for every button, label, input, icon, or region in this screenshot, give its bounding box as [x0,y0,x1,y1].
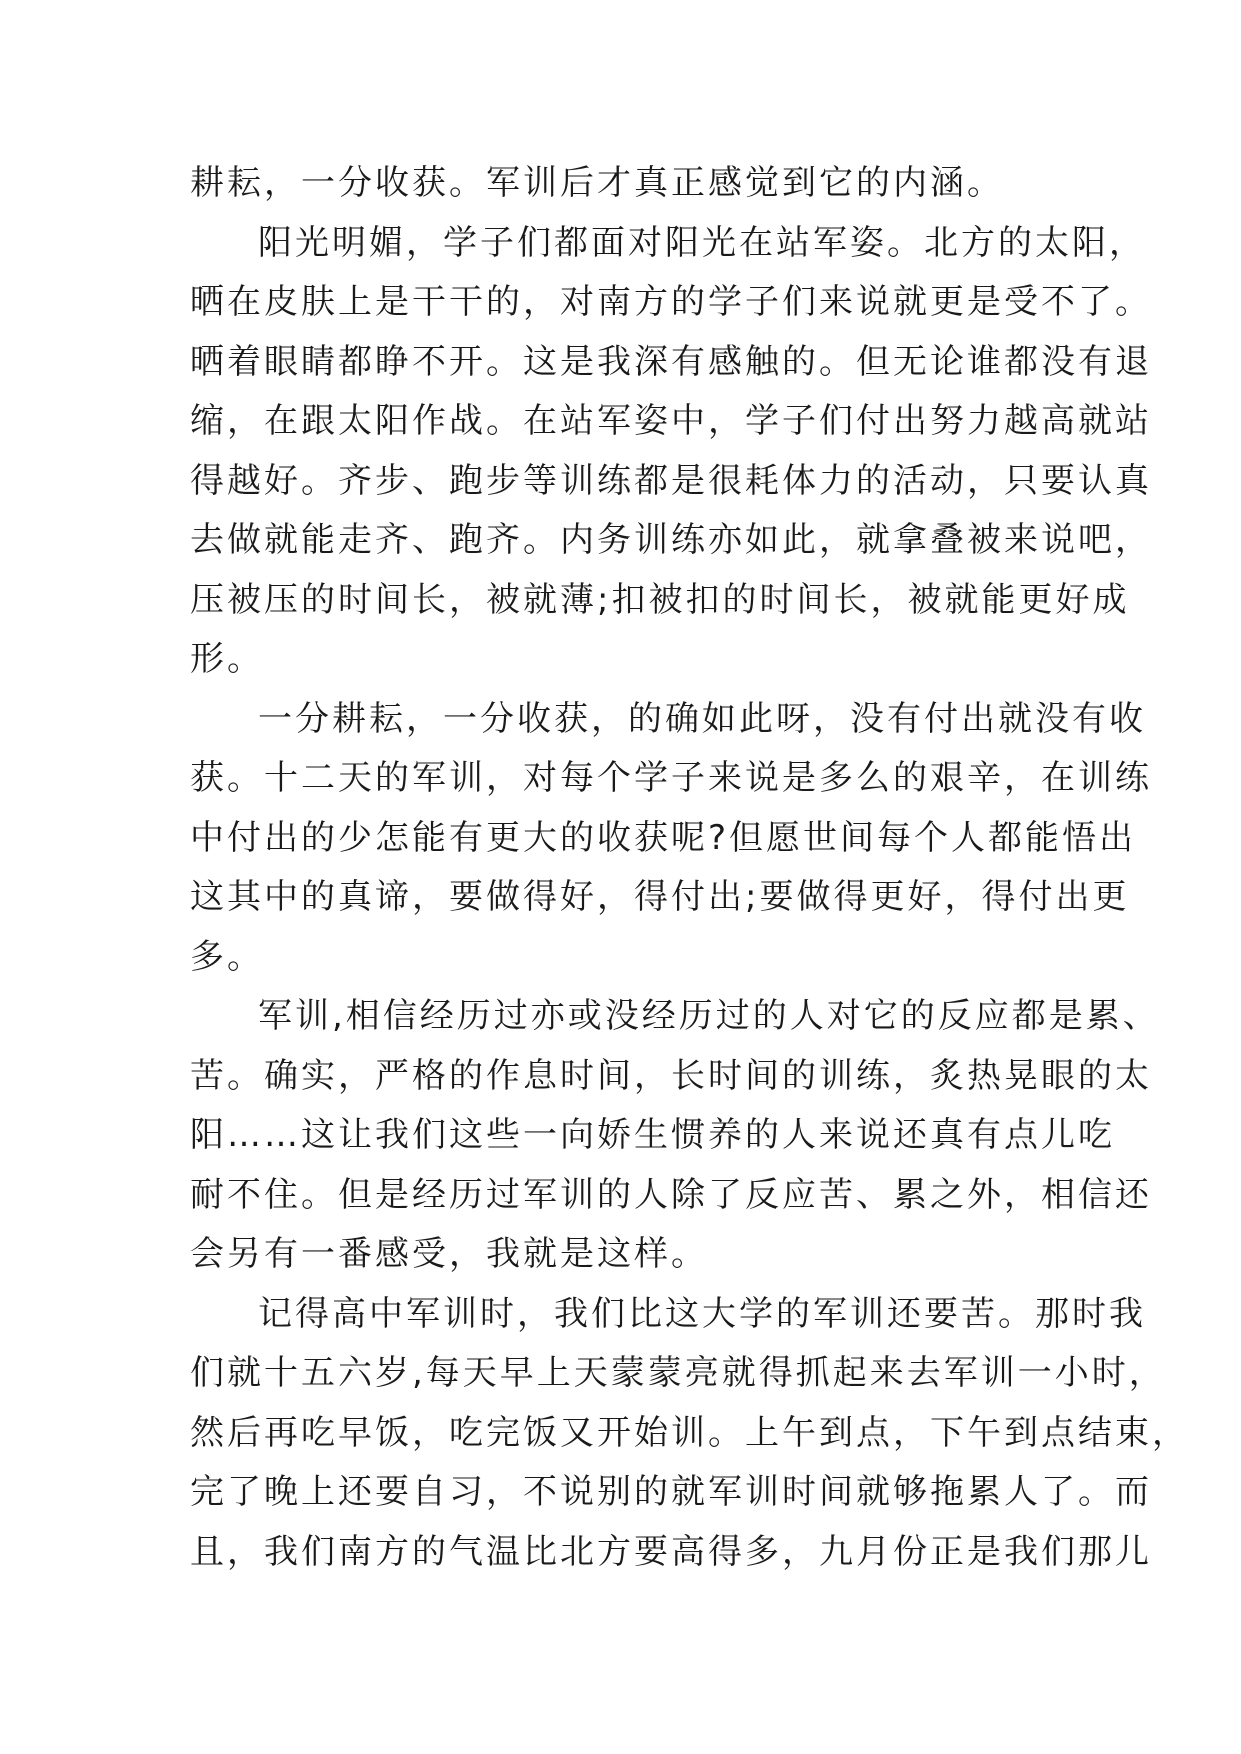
text-line: 耕耘，一分收获。军训后才真正感觉到它的内涵。 [190,163,1004,203]
text-line: 获。十二天的军训，对每个学子来说是多么的艰辛，在训练 [190,758,1152,798]
text-line: 们就十五六岁,每天早上天蒙蒙亮就得抓起来去军训一小时， [190,1353,1166,1393]
text-line: 缩，在跟太阳作战。在站军姿中，学子们付出努力越高就站 [190,401,1152,441]
text-line: 记得高中军训时，我们比这大学的军训还要苦。那时我 [258,1293,1146,1334]
text-line: 晒着眼睛都睁不开。这是我深有感触的。但无论谁都没有退 [190,341,1152,382]
text-line: 苦。确实，严格的作息时间，长时间的训练，炙热晃眼的太 [190,1055,1152,1096]
text-line: 阳……这让我们这些一向娇生惯养的人来说还真有点儿吃 [190,1115,1115,1155]
text-line: 一分耕耘，一分收获，的确如此呀，没有付出就没有收 [258,698,1146,739]
text-line: 且，我们南方的气温比北方要高得多，九月份正是我们那儿 [190,1531,1152,1572]
text-line: 形。 [190,639,264,679]
text-line: 压被压的时间长，被就薄;扣被扣的时间长，被就能更好成 [190,579,1130,620]
text-line: 阳光明媚，学子们都面对阳光在站军姿。北方的太阳， [258,222,1146,263]
text-line: 耐不住。但是经历过军训的人除了反应苦、累之外，相信还 [190,1174,1152,1215]
document-body [190,154,1189,1582]
text-line: 这其中的真谛，要做得好，得付出;要做得更好，得付出更 [190,877,1130,917]
text-line: 军训,相信经历过亦或没经历过的人对它的反应都是累、 [258,996,1160,1036]
text-line: 中付出的少怎能有更大的收获呢?但愿世间每个人都能悟出 [190,817,1137,858]
text-line: 然后再吃早饭，吃完饭又开始训。上午到点，下午到点结束， [190,1412,1189,1453]
text-line: 会另有一番感受，我就是这样。 [190,1234,708,1274]
text-line: 完了晚上还要自习，不说别的就军训时间就够拖累人了。而 [190,1472,1152,1512]
text-line: 得越好。齐步、跑步等训练都是很耗体力的活动，只要认真 [190,460,1152,501]
text-line: 多。 [190,936,264,977]
text-line: 晒在皮肤上是干干的，对南方的学子们来说就更是受不了。 [190,282,1152,322]
text-line: 去做就能走齐、跑齐。内务训练亦如此，就拿叠被来说吧， [190,520,1152,560]
